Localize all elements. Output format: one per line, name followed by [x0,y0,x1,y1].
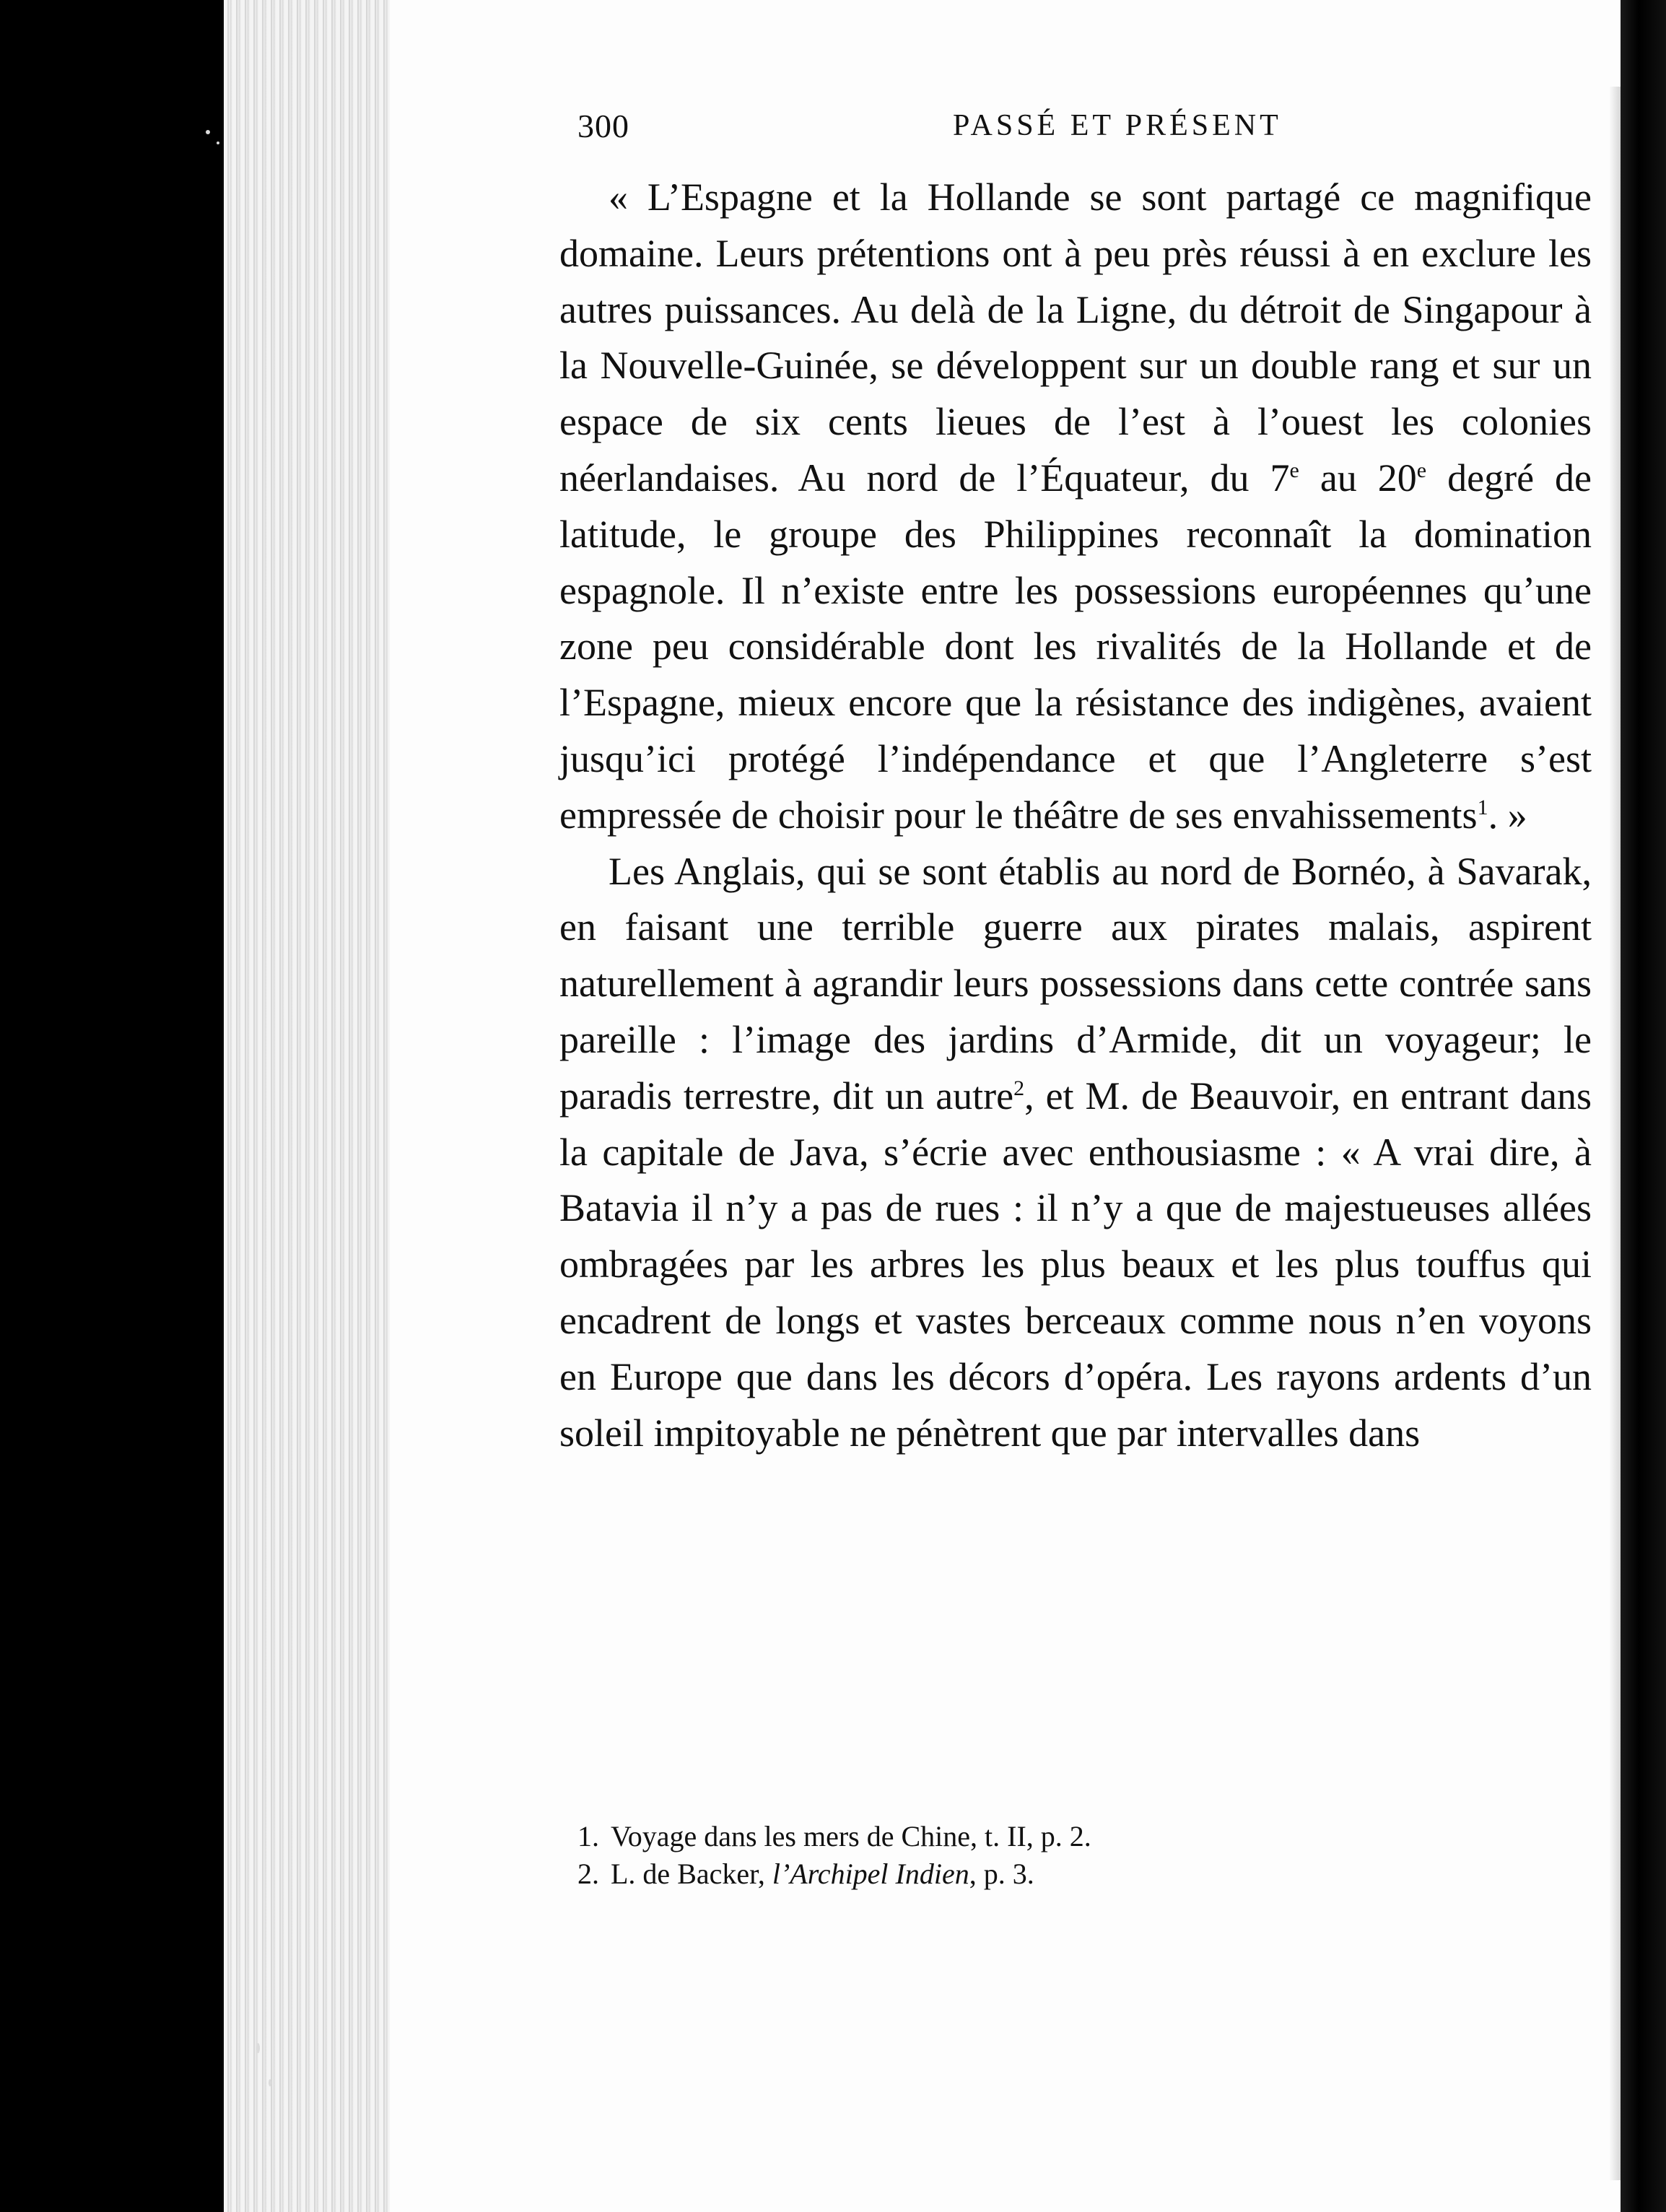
right-dark-edge [1621,0,1666,2212]
footnote-text: L. de Backer, [611,1858,772,1890]
footnotes [577,1818,1371,1893]
paragraph-anglais: Les Anglais, qui se sont établis au nord de Bornéo, à Savarak, en faisant une terrible guerre aux pirates malais, aspirent naturellement à agrandir leurs possessions dans cette contrée sans pareille : l’image des jardins d’Armide, dit un voyageur; le paradis terrestre, dit un autre$^2$, et M. de Beauvoir, en entrant dans la capitale de Java, s’écrie avec enthousiasme : « A vrai dire, à Batavia il n’y a pas de rues : il n’y a que de majestueuses allées ombragées par les arbres les plus beaux et les plus touffus qui encadrent de longs et vastes berceaux comme nous n’en voyons en Europe que dans les décors d’opéra. Les rayons ardents d’un soleil impitoyable ne pénètrent que par intervalles dans [559,849,1592,1455]
footnote-ref-2: 2 [1013,1076,1025,1100]
running-head: PASSÉ ET PRÉSENT [953,109,1282,142]
footnote-text: Voyage dans les mers de Chine, t. II, p. 2. [611,1820,1091,1852]
paragraph-quote: « L’Espagne et la Hollande se sont partagé ce magnifique domaine. Leurs prétentions ont à peu près réussi à en exclure les autres puissances. Au delà de la Ligne, du détroit de Singapour à la Nouvelle-Guinée, se développent sur un double rang et sur un espace de six cents lieues de l’est à l’ouest les colonies néerlandaises. Au nord de l’Équateur, du 7e au 20e degré de latitude, le groupe des Philippines reconnaît la domination espagnole. Il n’existe entre les possessions européennes qu’une zone peu considérable dont les rivalités de la Hollande et de l’Espagne, mieux encore que la résistance des indigènes, avaient jusqu’ici protégé l’indépendance et que l’Angleterre s’est empressée de choisir pour le théâtre de ses envahissements$^1$. » [559,175,1592,837]
footnote-title: l’Archipel Indien [772,1858,969,1890]
footnote-ref-1: 1 [1477,795,1488,819]
page-header [577,107,1282,150]
scan-speck [217,141,219,144]
scan-speck [256,2043,260,2053]
scan-speck [269,2079,271,2086]
page-stack-edges [224,0,390,2212]
footnote-1 [577,1818,1371,1855]
footnote-number: 1. [577,1820,599,1852]
footnote-2 [577,1855,1371,1893]
page-number: 300 [577,108,629,144]
footnote-text: , p. 3. [969,1858,1034,1890]
footnote-number: 2. [577,1858,599,1890]
scan-speck [206,130,210,134]
body-text [559,170,1592,1461]
